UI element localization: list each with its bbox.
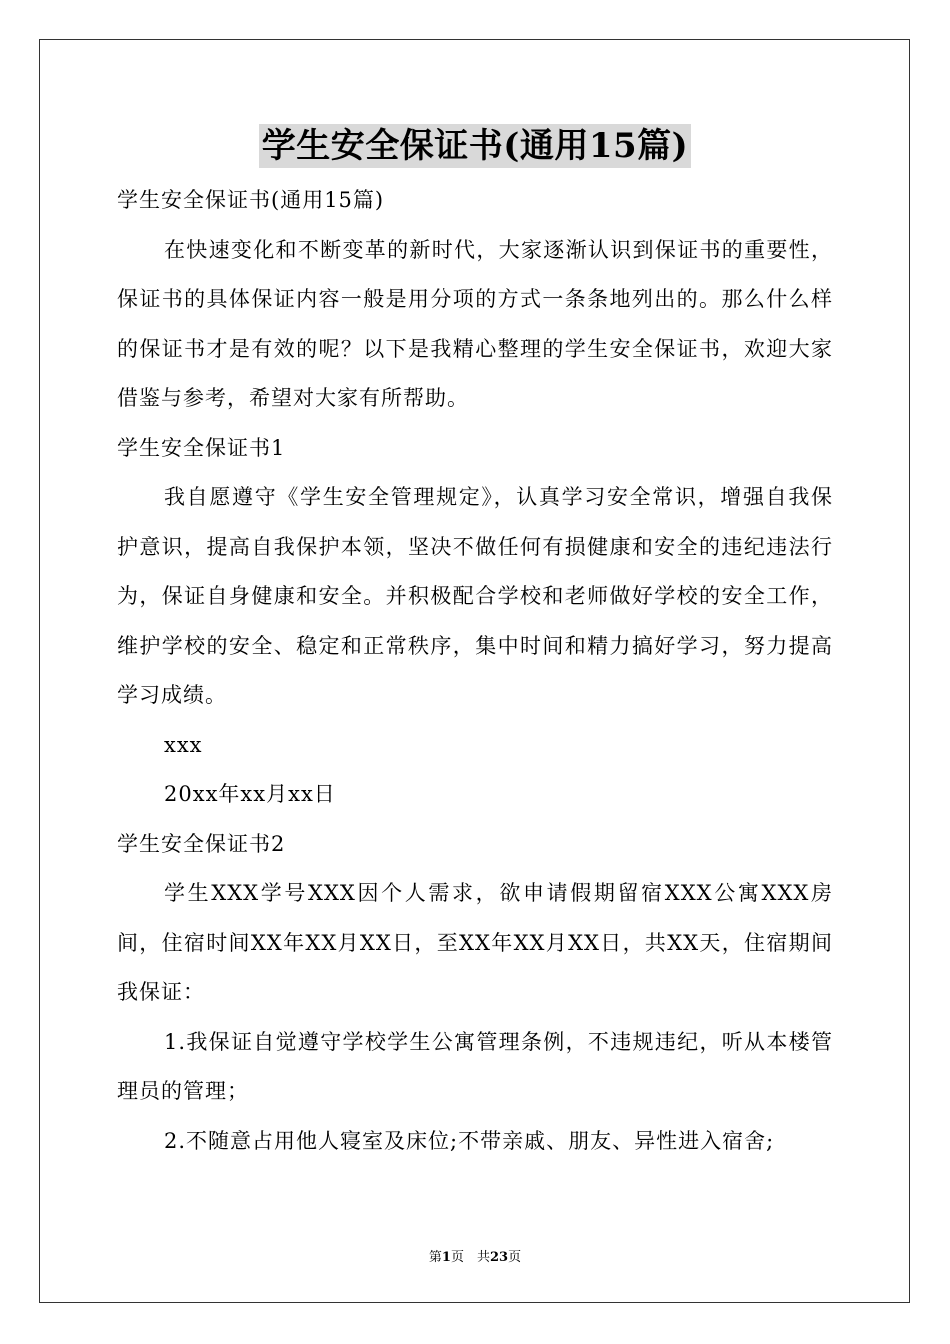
section-1-paragraph: 我自愿遵守《学生安全管理规定》，认真学习安全常识，增强自我保护意识，提高自我保护本领，坚决不做任何有损健康和安全的违纪违法行为，保证自身健康和安全。并积极配合学校和老师做好学校的安全工作，维护学校的安全、稳定和正常秩序，集中时间和精力搞好学习，努力提高学习成绩。 <box>117 485 833 707</box>
document-title: 学生安全保证书(通用15篇) <box>259 124 692 168</box>
section-heading-1: 学生安全保证书1 <box>117 435 286 460</box>
title-container <box>0 124 950 168</box>
section-heading-2: 学生安全保证书2 <box>117 831 286 856</box>
footer-current-page: 1 <box>441 1250 451 1265</box>
signature-date: 20xx年xx月xx日 <box>164 782 336 806</box>
section-2-paragraph: 学生XXX学号XXX因个人需求，欲申请假期留宿XXX公寓XXX房间，住宿时间XX年XX月XX日，至XX年XX月XX日，共XX天，住宿期间我保证： <box>117 881 833 1004</box>
document-body <box>117 176 833 1166</box>
page-footer <box>0 1246 950 1265</box>
subtitle-line: 学生安全保证书(通用15篇) <box>117 188 385 212</box>
signature-name: xxx <box>164 732 203 757</box>
footer-prefix: 第 <box>428 1250 442 1265</box>
pledge-item-1: 1.我保证自觉遵守学校学生公寓管理条例，不违规违纪，听从本楼管理员的管理； <box>117 1029 833 1103</box>
intro-paragraph: 在快速变化和不断变革的新时代，大家逐渐认识到保证书的重要性，保证书的具体保证内容一般是用分项的方式一条条地列出的。那么什么样的保证书才是有效的呢？以下是我精心整理的学生安全保证书，欢迎大家借鉴与参考，希望对大家有所帮助。 <box>117 237 833 410</box>
footer-total-pages: 23 <box>489 1250 509 1265</box>
footer-mid: 页 共 <box>450 1250 490 1265</box>
footer-suffix: 页 <box>508 1250 522 1265</box>
pledge-item-2: 2.不随意占用他人寝室及床位;不带亲戚、朋友、异性进入宿舍; <box>164 1128 775 1153</box>
